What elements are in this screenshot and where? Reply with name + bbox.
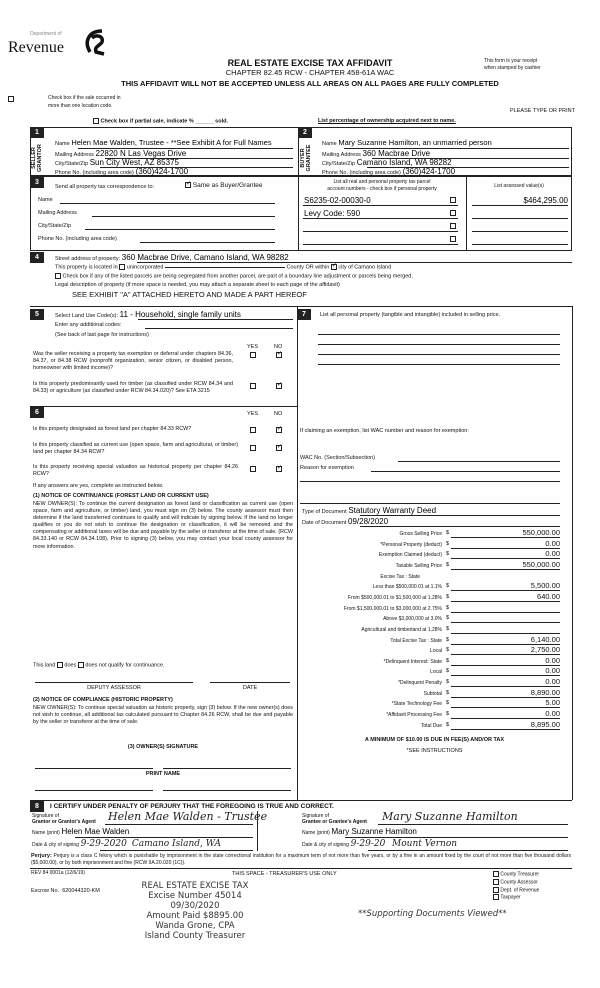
street-address-row[interactable]: Street address of property: 360 Macbrae Drive, Camano Island, WA 98282 (55, 253, 289, 262)
dollar-sign: $ (446, 583, 450, 590)
list-percentage-note: List percentage of ownership acquired next to name. (318, 118, 456, 124)
current-use-no[interactable] (276, 445, 282, 452)
personal-property-line-2[interactable] (318, 344, 560, 345)
grantee-signature[interactable]: Mary Suzanne Hamilton (382, 810, 518, 823)
tax-row-value[interactable]: 0.00 (545, 677, 560, 687)
timber-question: Is this property predominantly used for timber (as classified under RCW 84.34 and 84.33) or agriculture (as classified under RCW 84.34.020)? See ETA 3215 (33, 381, 233, 395)
grantor-date-row[interactable]: Date & city of signing 9-29-2020 Camano Island, WA (32, 839, 222, 849)
deputy-assessor-label: DEPUTY ASSESSOR (87, 685, 141, 691)
tax-row-label: Local (430, 648, 442, 655)
assessed-header: List assessed value(s) (494, 183, 544, 189)
historic-yes[interactable] (250, 466, 256, 473)
does-qualify-checkbox[interactable] (57, 662, 63, 668)
notice-continuance-title: (1) NOTICE OF CONTINUANCE (FOREST LAND OR CURRENT USE) (33, 493, 209, 499)
corr-address-label: Mailing Address (38, 210, 77, 216)
deputy-assessor-line[interactable] (35, 682, 193, 683)
dollar-sign: $ (446, 636, 450, 643)
owner-signature-label: (3) OWNER(S) SIGNATURE (127, 744, 199, 750)
tax-row-line (451, 622, 560, 623)
tax-row-value[interactable]: 8,890.00 (530, 687, 560, 697)
tax-row-value[interactable]: 0.00 (545, 666, 560, 676)
no-header-6: NO (274, 411, 283, 417)
notice-continuance-text: NEW OWNER(S): To continue the current designation as forest land or classification as current use (open space, farm and agriculture, or timber) land, you must sign on (3) below. The county assessor must then determine if the land transferred continues to qualify and will indicate by signing below. If the land no longer qualifies or you do not wish to continue the designation or classification, it will be removed and the compensating or additional taxes will be due and payable by the seller or transferor at the time of sale. (RCW 84.33.140 or RCW 84.34.108). Prior to signing (3) below, you may contact your local county assessor for more information. (33, 501, 293, 550)
tax-row-value[interactable]: 0.00 (545, 538, 560, 548)
current-use-yes[interactable] (250, 445, 256, 452)
buyer-side-label: BUYER GRANTEE (300, 144, 312, 172)
buyer-phone-row[interactable]: Phone No. (including area code) (360)424-1700 (322, 167, 456, 176)
tax-row-label: Gross Selling Price (399, 531, 442, 537)
section-number-1: 1 (30, 127, 44, 138)
form-title: REAL ESTATE EXCISE TAX AFFIDAVIT (227, 58, 393, 68)
personal-property-checkbox-3[interactable] (450, 223, 456, 230)
same-as-buyer-checkbox[interactable] (185, 182, 263, 189)
tax-row-line (451, 612, 560, 613)
partial-sale-checkbox[interactable] (93, 118, 228, 125)
dollar-sign: $ (446, 561, 450, 568)
assessed-value-1[interactable]: $464,295.00 (523, 196, 568, 205)
escrow-row: Escrow No. 620044320-KM (31, 888, 100, 894)
dollar-sign: $ (446, 711, 450, 718)
multi-location-checkbox[interactable] (8, 96, 14, 103)
tax-row-label: Subtotal (423, 690, 442, 697)
escrow-number: 620044320-KM (62, 888, 100, 894)
section-number-3: 3 (30, 177, 44, 188)
copy-county-treasurer[interactable]: County Treasurer (493, 871, 539, 879)
tax-row-line (451, 601, 560, 602)
section-number-8: 8 (30, 801, 44, 812)
dollar-sign: $ (446, 604, 450, 611)
notice-compliance-title: (2) NOTICE OF COMPLIANCE (HISTORIC PROPERTY) (33, 697, 173, 703)
current-use-question: Is this property classified as current use (open space, farm and agricultural, or timber) land per chapter 84.34 RCW? (33, 442, 238, 456)
grantee-signature-label: Signature of Grantee or Grantee's Agent (302, 813, 367, 825)
certify-statement: I CERTIFY UNDER PENALTY OF PERJURY THAT THE FOREGOING IS TRUE AND CORRECT. (50, 803, 334, 810)
dollar-sign: $ (446, 657, 450, 664)
notice-compliance-text: NEW OWNER(S): To continue special valuation as historic property, sign (3) below. If the new owner(s) does not wish to continue, all additional tax calculated pursuant to Chapter 84.26 RCW, shall be due and payable by the seller or transferor at the time of sale. (33, 705, 293, 726)
doc-date[interactable]: 09/28/2020 (348, 517, 389, 526)
tax-row-value[interactable]: 5.00 (545, 698, 560, 708)
seller-name-row[interactable]: Name Helen Mae Walden, Trustee - **See Exhibit A for Full Names (55, 138, 272, 147)
dollar-sign: $ (446, 668, 450, 675)
tax-row-label: Total Due (420, 722, 442, 729)
logo-word: Revenue (8, 39, 64, 56)
tax-row-label: Agricultural and timberland at 1.28% (361, 626, 442, 633)
buyer-phone[interactable]: (360)424-1700 (402, 167, 456, 176)
continuance-row: This land does does not qualify for continuance. (33, 662, 165, 669)
doc-type[interactable]: Statutory Warranty Deed (348, 506, 437, 515)
seller-city[interactable]: Sun City West, AZ 85375 (89, 158, 179, 167)
send-correspondence-label: Send all property tax correspondence to: (55, 184, 155, 190)
personal-property-line-3[interactable] (318, 354, 560, 355)
please-type: PLEASE TYPE OR PRINT (510, 108, 576, 114)
parcel-number-2[interactable]: Levy Code: 590 (304, 209, 361, 218)
seller-phone-row[interactable]: Phone No. (including area code) (360)424-1700 (55, 167, 189, 176)
forest-land-question: Is this property designated as forest land per chapter 84.33 RCW? (33, 426, 192, 432)
tax-row-label: *State Technology Fee (391, 701, 442, 708)
legal-description-label: Legal description of property (if more space is needed, you may attach a separate sheet to each page of the affidavit) (55, 282, 340, 288)
form-subtitle: CHAPTER 82.45 RCW - CHAPTER 458-61A WAC (225, 68, 395, 77)
tax-row-label: Excise Tax : State (380, 573, 420, 580)
treasurer-use-only: THIS SPACE - TREASURER'S USE ONLY (232, 871, 337, 877)
partial-sale-label: Check box if partial sale, indicate % ______ sold. (100, 118, 229, 125)
revenue-logo (8, 28, 108, 62)
tax-row-value[interactable]: 0.00 (545, 709, 560, 719)
tax-row-value[interactable]: 550,000.00 (522, 559, 560, 569)
tax-row-line (451, 569, 560, 570)
forest-land-yes[interactable] (250, 427, 256, 434)
tax-exemption-yes[interactable] (250, 352, 256, 359)
seller-address-row[interactable]: Mailing Address 22820 N Las Vegas Drive (55, 149, 187, 158)
tax-exemption-question: Was the seller receiving a property tax exemption or deferral under chapters 84.36, 84.37, or 84.38 RCW (nonprofit organization, senior citizen, or disabled person, homeowner with limited income)? (33, 351, 233, 372)
tax-row-value[interactable]: 0.00 (545, 655, 560, 665)
grantee-date-row[interactable]: Date & city of signing 9-29-20 Mount Vernon (302, 839, 458, 849)
tax-row-value[interactable]: 0.00 (545, 549, 560, 559)
personal-property-checkbox-1[interactable] (450, 197, 456, 204)
tax-row-label: Total Excise Tax : State (390, 637, 442, 644)
dollar-sign: $ (446, 540, 450, 547)
doc-date-row[interactable]: Date of Document 09/28/2020 (302, 517, 389, 526)
tax-exemption-no[interactable] (276, 352, 282, 359)
tax-row-value[interactable]: 8,895.00 (530, 719, 560, 729)
seller-side-label: SELLER GRANTOR (31, 144, 43, 172)
tax-row-value[interactable]: 2,750.00 (530, 645, 560, 655)
tax-row-line (451, 729, 560, 730)
dollar-sign: $ (446, 551, 450, 558)
parcel-header-2: account numbers - check box if personal property (327, 186, 437, 192)
section-number-4: 4 (30, 252, 44, 263)
dollar-sign: $ (446, 647, 450, 654)
copy-dept-revenue[interactable]: Dept. of Revenue (493, 887, 539, 895)
location-row: This property is located in unincorporated County OR within ✓ city of Camano Island (55, 264, 391, 271)
date-label: DATE (242, 685, 258, 691)
historic-question: Is this property receiving special valuation as historical property per chapter 84.26 RCW? (33, 464, 238, 478)
seller-phone[interactable]: (360)424-1700 (135, 167, 189, 176)
doc-type-row[interactable]: Type of Document Statutory Warranty Deed (302, 506, 437, 515)
seller-address[interactable]: 22820 N Las Vegas Drive (95, 149, 187, 158)
section-number-7: 7 (297, 309, 311, 320)
grantor-signature-label: Signature of Grantor or Grantor's Agent (32, 813, 96, 825)
dollar-sign: $ (446, 615, 450, 622)
wac-field[interactable] (398, 461, 560, 462)
tax-row-label: Above $3,000,000 at 3.0% (383, 616, 442, 623)
segregated-row[interactable]: Check box if any of the listed parcels are being segregated from another parcel, are part of a boundary line adjustment or parcels being merged. (55, 273, 413, 280)
owner-signature-line-1[interactable] (35, 768, 153, 769)
corr-city-field[interactable] (85, 229, 275, 230)
grantor-name[interactable]: Helen Mae Walden (61, 827, 130, 836)
corr-address-field[interactable] (92, 216, 275, 217)
city-checkbox[interactable] (331, 264, 337, 270)
yes-header-6: YES (247, 411, 259, 417)
exemption-claim-label: If claiming an exemption, list WAC number and reason for exemption: (300, 428, 469, 434)
section-number-5: 5 (30, 309, 44, 320)
dollar-sign: $ (446, 679, 450, 686)
timber-no[interactable] (276, 383, 282, 390)
corr-phone-field[interactable] (140, 242, 275, 243)
yes-header: YES (247, 344, 259, 350)
buyer-city-row[interactable]: City/State/Zip Camano Island, WA 98282 (322, 158, 452, 167)
receipt-note-2: when stamped by cashier (484, 65, 541, 71)
tax-row-label: From $1,500,000.01 to $3,000,000 at 2.75% (343, 605, 442, 612)
tax-row-label: From $500,000.01 to $1,500,000 at 1.28% (348, 594, 442, 601)
receipt-note-1: This form is your receipt (484, 58, 538, 64)
seller-name[interactable]: Helen Mae Walden, Trustee - **See Exhibit A for Full Names (71, 138, 272, 147)
parcel-header-1: List all real and personal property tax parcel (333, 179, 431, 185)
personal-property-checkbox-4[interactable] (450, 236, 456, 243)
print-name-line-2[interactable] (163, 790, 291, 791)
city-name: Camano Island (354, 264, 392, 271)
treasurer-stamp: REAL ESTATE EXCISE TAX Excise Number 45014 09/30/2020 Amount Paid $8895.00 Wanda Grone, CPA Island County Treasurer (141, 881, 249, 941)
tax-row-label: Local (430, 669, 442, 676)
buyer-name-row[interactable]: Name Mary Suzanne Hamilton, an unmarried person (322, 138, 492, 147)
logo-department-text: Department of (30, 31, 62, 37)
land-use-row[interactable]: Select Land Use Code(s): 11 - Household, single family units (55, 310, 241, 319)
tax-row-label: *Affidavit Processing Fee (386, 712, 442, 719)
parcel-number-1[interactable]: S6235-02-00030-0 (304, 196, 371, 205)
personal-property-line-1[interactable] (318, 334, 560, 335)
buyer-address[interactable]: 360 Macbrae Drive (362, 149, 431, 158)
corr-name-label: Name (38, 197, 53, 203)
exhibit-note: SEE EXHIBIT "A" ATTACHED HERETO AND MADE A PART HEREOF (72, 290, 307, 299)
reason-field[interactable] (371, 471, 560, 472)
tax-row-label: Exemption Claimed (deduct) (378, 552, 442, 559)
supporting-documents-stamp: **Supporting Documents Viewed** (358, 909, 507, 919)
assessor-date-line[interactable] (210, 682, 290, 683)
logo-mark-icon (82, 28, 108, 58)
additional-codes-field[interactable] (145, 328, 293, 329)
tax-row-value[interactable]: 6,140.00 (530, 634, 560, 644)
buyer-name[interactable]: Mary Suzanne Hamilton, an unmarried person (338, 138, 492, 147)
minimum-due-note: A MINIMUM OF $10.00 IS DUE IN FEE(S) AND/OR TAX (364, 737, 505, 743)
tax-row-value[interactable]: 5,500.00 (530, 581, 560, 591)
tax-row-label: Less than $500,000.01 at 1.1% (372, 584, 442, 591)
wac-label: WAC No. (Section/Subsection) (300, 455, 375, 461)
grantor-signature[interactable]: Helen Mae Walden - Trustee (108, 810, 268, 823)
personal-property-line-4[interactable] (318, 364, 560, 365)
personal-property-checkbox-2[interactable] (450, 210, 456, 217)
tax-row-label: Taxable Selling Price (395, 562, 442, 569)
dollar-sign: $ (446, 721, 450, 728)
copy-county-assessor[interactable]: County Assessor (493, 879, 539, 887)
grantee-name-row[interactable]: Name (print) Mary Suzanne Hamilton (302, 827, 417, 836)
land-use-code[interactable]: 11 - Household, single family units (119, 310, 241, 319)
unincorporated-checkbox[interactable] (119, 264, 125, 270)
dollar-sign: $ (446, 700, 450, 707)
see-instructions-note: *SEE INSTRUCTIONS (406, 748, 463, 754)
does-not-qualify-checkbox[interactable] (78, 662, 84, 668)
street-address[interactable]: 360 Macbrae Drive, Camano Island, WA 98282 (121, 253, 289, 262)
section-number-2: 2 (298, 127, 312, 138)
tax-row-value[interactable]: 550,000.00 (522, 528, 560, 537)
additional-codes-label: Enter any additional codes: (55, 322, 122, 328)
forest-land-no[interactable] (276, 427, 282, 434)
multi-location-label-1: Check box if the sale occurred in (48, 95, 121, 101)
tax-row-label: *Delinquent Penalty (398, 680, 442, 687)
if-yes-note: If any answers are yes, complete as instructed below. (33, 483, 164, 489)
corr-city-label: City/State/Zip (38, 223, 72, 229)
tax-row-value[interactable]: 640.00 (537, 591, 560, 601)
seller-city-row[interactable]: City/State/Zip Sun City West, AZ 85375 (55, 158, 179, 167)
timber-yes[interactable] (250, 383, 256, 390)
dollar-sign: $ (446, 593, 450, 600)
no-header: NO (274, 344, 283, 350)
same-as-buyer-label: Same as Buyer/Grantee (192, 182, 263, 189)
copy-distribution-list (493, 871, 539, 902)
dollar-sign: $ (446, 689, 450, 696)
grantee-name[interactable]: Mary Suzanne Hamilton (331, 827, 417, 836)
tax-row-label: *Delinquent Interest: State (383, 658, 442, 665)
dollar-sign: $ (446, 625, 450, 632)
form-revision: REV 84 0001a (12/6/19) (31, 870, 85, 876)
historic-no[interactable] (276, 466, 282, 473)
reason-label: Reason for exemption (300, 465, 354, 471)
print-name-label: PRINT NAME (145, 771, 181, 777)
section-number-6: 6 (30, 407, 44, 418)
corr-name-field[interactable] (60, 203, 275, 204)
perjury-notice: Perjury: Perjury is a class C felony which is punishable by imprisonment in the state correctional institution for a maximum term of not more than five years, or by a fine in an amount fixed by the court of not more than five thousand dollars ($5,000.00), or by both imprisonment and fine (RCW 9A.20.020 (1C)). (31, 853, 571, 866)
corr-phone-label: Phone No. (including area code) (38, 236, 117, 242)
print-name-line-1[interactable] (35, 790, 153, 791)
grantor-name-row[interactable]: Name (print) Helen Mae Walden (32, 827, 130, 836)
buyer-address-row[interactable]: Mailing Address 360 Macbrae Drive (322, 149, 431, 158)
buyer-city[interactable]: Camano Island, WA 98282 (356, 158, 452, 167)
see-back-note: (See back of last page for instructions) (55, 332, 149, 338)
multi-location-label-2: more than one location code. (48, 103, 113, 109)
tax-row-label: *Personal Property (deduct) (380, 541, 442, 548)
personal-property-label: List all personal property (tangible and intangible) included in selling price. (320, 312, 501, 318)
dollar-sign: $ (446, 530, 450, 536)
copy-taxpayer[interactable]: Taxpayer (493, 894, 539, 902)
owner-signature-line-2[interactable] (163, 768, 291, 769)
completion-warning: THIS AFFIDAVIT WILL NOT BE ACCEPTED UNLESS ALL AREAS ON ALL PAGES ARE FULLY COMPLETED (121, 79, 499, 88)
